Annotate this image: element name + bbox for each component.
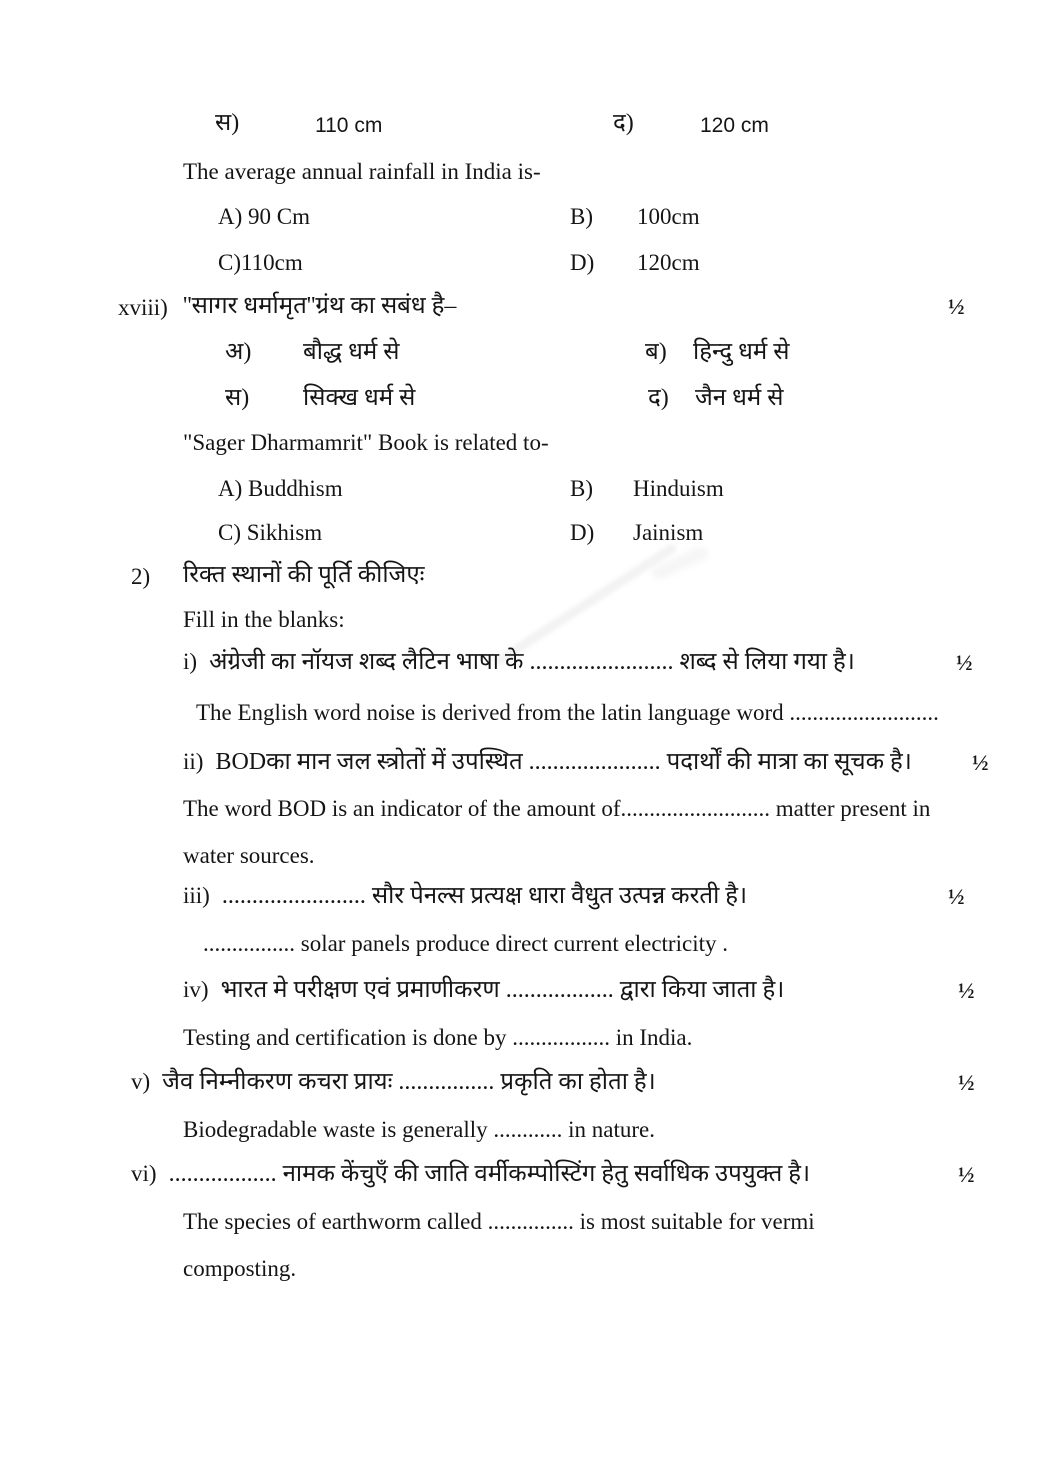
scan-watermark-smudge [650, 544, 710, 582]
item-iv-hindi-text: भारत मे परीक्षण एवं प्रमाणीकरण .................. द्वारा किया जाता है। [220, 977, 785, 1003]
item-ii-english-cont: water sources. [183, 843, 315, 868]
item-i-marks: ½ [956, 650, 973, 675]
fill-blank-item-iii-hindi [183, 881, 747, 911]
item-ii-hindi-text: BODका मान जल स्त्रोतों में उपस्थित ...................... पदार्थों की मात्रा का सूचक है। [215, 749, 912, 775]
item-v-hindi-text: जैव निम्नीकरण कचरा प्रायः ................ प्रकृति का होता है। [162, 1069, 656, 1095]
q17-option-d-label: D) [570, 250, 595, 275]
item-vi-english-cont: composting. [183, 1256, 297, 1281]
item-vi-marks: ½ [958, 1162, 975, 1187]
item-iv-english: Testing and certification is done by ................. in India. [183, 1025, 693, 1050]
item-iii-marks: ½ [948, 884, 965, 909]
fill-blank-item-vi-hindi [131, 1159, 810, 1189]
item-vi-english: The species of earthworm called ............... is most suitable for vermi [183, 1209, 815, 1234]
q17-hindi-option-d-value: 120 cm [700, 114, 769, 137]
q18-option-d-value: Jainism [633, 520, 704, 545]
q17-option-a: A) 90 Cm [218, 204, 310, 229]
item-vi-hindi-text: .................. नामक केंचुएँ की जाति वर्मीकम्पोस्टिंग हेतु सर्वाधिक उपयुक्त है। [168, 1161, 811, 1187]
fill-blank-item-v-hindi [131, 1067, 656, 1097]
item-iii-number: iii) [183, 883, 210, 908]
q17-option-c: C)110cm [218, 250, 303, 275]
item-v-marks: ½ [958, 1070, 975, 1095]
fill-blank-item-iv-hindi [183, 975, 784, 1005]
q18-hindi-option-a-value: बौद्ध धर्म से [303, 339, 400, 365]
item-i-hindi-text: अंग्रेजी का नॉयज शब्द लैटिन भाषा के ........................ शब्द से लिया गया है। [209, 649, 855, 675]
item-v-english: Biodegradable waste is generally ............ in nature. [183, 1117, 655, 1142]
item-i-english: The English word noise is derived from the latin language word .......................... [196, 700, 939, 725]
q17-option-d-value: 120cm [637, 250, 700, 275]
q18-marks: ½ [948, 294, 965, 319]
item-ii-english: The word BOD is an indicator of the amount of.......................... matter present in [183, 796, 931, 821]
q18-hindi-option-d-label: द) [648, 385, 669, 411]
item-ii-marks: ½ [972, 750, 989, 775]
q17-hindi-option-c-value: 110 cm [315, 114, 383, 137]
item-iv-number: iv) [183, 977, 209, 1002]
q18-option-a: A) Buddhism [218, 476, 343, 501]
q17-hindi-option-c-label: स) [215, 110, 240, 136]
q18-hindi-option-c-label: स) [225, 385, 250, 411]
q17-option-b-label: B) [570, 204, 593, 229]
item-v-number: v) [131, 1069, 151, 1094]
item-vi-number: vi) [131, 1161, 157, 1186]
q18-english-stem: "Sager Dharmamrit" Book is related to- [183, 430, 549, 455]
q18-hindi-stem: ''सागर धर्मामृत''ग्रंथ का सबंध है– [183, 293, 457, 319]
q17-option-b-value: 100cm [637, 204, 700, 229]
q17-hindi-option-d-label: द) [613, 110, 634, 136]
item-i-number: i) [183, 649, 198, 674]
item-ii-number: ii) [183, 749, 204, 774]
fill-blank-item-ii-hindi [183, 747, 912, 777]
q18-option-d-label: D) [570, 520, 595, 545]
q18-hindi-option-c-value: सिक्ख धर्म से [303, 385, 416, 411]
q18-hindi-option-d-value: जैन धर्म से [695, 385, 784, 411]
item-iii-hindi-text: ........................ सौर पेनल्स प्रत्यक्ष धारा वैधुत उत्पन्न करती है। [221, 883, 748, 909]
fill-blank-item-i-hindi [183, 647, 855, 677]
item-iv-marks: ½ [958, 978, 975, 1003]
q18-hindi-option-a-label: अ) [225, 339, 252, 365]
q18-number: xviii) [118, 295, 168, 320]
q18-option-b-label: B) [570, 476, 593, 501]
q2-hindi-heading: रिक्त स्थानों की पूर्ति कीजिएः [183, 562, 425, 588]
q18-option-b-value: Hinduism [633, 476, 724, 501]
q2-number: 2) [131, 564, 151, 589]
q18-hindi-option-b-label: ब) [645, 339, 667, 365]
item-iii-english: ................ solar panels produce direct current electricity . [203, 931, 728, 956]
q18-hindi-option-b-value: हिन्दु धर्म से [693, 339, 790, 365]
q2-english-heading: Fill in the blanks: [183, 607, 345, 632]
q17-english-stem: The average annual rainfall in India is- [183, 159, 541, 184]
q18-option-c: C) Sikhism [218, 520, 323, 545]
